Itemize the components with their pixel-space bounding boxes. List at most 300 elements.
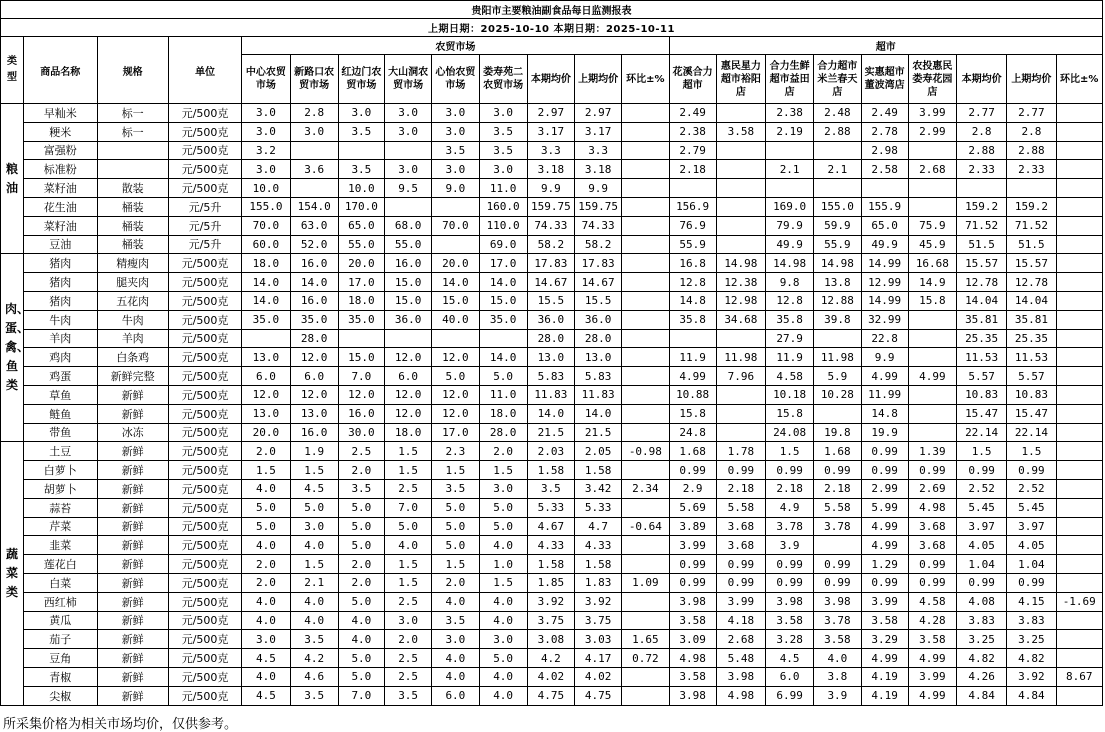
product-unit: 元/5升 bbox=[168, 235, 241, 254]
super-price-cell bbox=[908, 141, 956, 160]
super-price-cell: 2.49 bbox=[669, 104, 716, 123]
product-name: 粳米 bbox=[24, 122, 97, 141]
super-price-cell: 0.99 bbox=[814, 573, 861, 592]
product-unit: 元/500克 bbox=[168, 442, 241, 461]
table-row bbox=[1, 423, 1103, 442]
farm-price-cell: 69.0 bbox=[479, 235, 527, 254]
farm-price-cell: 3.6 bbox=[290, 160, 338, 179]
farm-change bbox=[622, 273, 669, 292]
super-price-cell: 2.18 bbox=[766, 479, 814, 498]
farm-price-cell: 15.0 bbox=[432, 291, 479, 310]
farm-price-cell: 55.0 bbox=[385, 235, 432, 254]
product-unit: 元/500克 bbox=[168, 273, 241, 292]
super-price-cell: 2.49 bbox=[861, 104, 908, 123]
product-spec: 新鲜 bbox=[97, 573, 168, 592]
farm-price-cell: 3.5 bbox=[338, 122, 384, 141]
super-price-cell: 0.99 bbox=[669, 555, 716, 574]
super-price-cell: 0.99 bbox=[766, 461, 814, 480]
product-unit: 元/500克 bbox=[168, 686, 241, 705]
farm-avg-now: 3.17 bbox=[527, 122, 574, 141]
super-price-cell: 0.99 bbox=[908, 461, 956, 480]
farm-avg-now: 14.0 bbox=[527, 404, 574, 423]
product-spec: 牛肉 bbox=[97, 310, 168, 329]
farm-avg-prev: 1.58 bbox=[575, 461, 622, 480]
farm-price-cell: 2.0 bbox=[479, 442, 527, 461]
farm-change bbox=[622, 254, 669, 273]
farm-avg-now: 9.9 bbox=[527, 179, 574, 198]
table-row bbox=[1, 479, 1103, 498]
super-price-cell: 0.99 bbox=[716, 555, 765, 574]
header-super-avg-prev: 上期均价 bbox=[1007, 55, 1056, 104]
farm-price-cell: 35.0 bbox=[479, 310, 527, 329]
farm-avg-prev: 1.83 bbox=[575, 573, 622, 592]
super-avg-now: 4.05 bbox=[957, 536, 1007, 555]
farm-price-cell bbox=[338, 141, 384, 160]
farm-price-cell: 36.0 bbox=[385, 310, 432, 329]
farm-change bbox=[622, 667, 669, 686]
super-change bbox=[1056, 385, 1102, 404]
farm-change bbox=[622, 310, 669, 329]
header-farm-market: 中心农贸市场 bbox=[242, 55, 290, 104]
super-price-cell: 12.98 bbox=[716, 291, 765, 310]
super-avg-prev: 159.2 bbox=[1007, 197, 1056, 216]
farm-price-cell: 14.0 bbox=[242, 273, 290, 292]
super-avg-now: 0.99 bbox=[957, 461, 1007, 480]
farm-price-cell: 5.0 bbox=[432, 367, 479, 386]
product-name: 羊肉 bbox=[24, 329, 97, 348]
super-price-cell bbox=[716, 385, 765, 404]
farm-price-cell: 4.0 bbox=[338, 630, 384, 649]
farm-change: -0.98 bbox=[622, 442, 669, 461]
product-spec: 新鲜 bbox=[97, 517, 168, 536]
super-price-cell: 2.78 bbox=[861, 122, 908, 141]
super-price-cell: 2.9 bbox=[669, 479, 716, 498]
product-name: 鸡蛋 bbox=[24, 367, 97, 386]
super-price-cell: 2.69 bbox=[908, 479, 956, 498]
farm-price-cell: 65.0 bbox=[338, 216, 384, 235]
product-spec: 新鲜完整 bbox=[97, 367, 168, 386]
farm-avg-now: 3.3 bbox=[527, 141, 574, 160]
product-spec: 新鲜 bbox=[97, 649, 168, 668]
farm-price-cell: 4.0 bbox=[479, 667, 527, 686]
farm-price-cell: 5.0 bbox=[338, 498, 384, 517]
super-change bbox=[1056, 573, 1102, 592]
farm-avg-now: 5.33 bbox=[527, 498, 574, 517]
product-name: 土豆 bbox=[24, 442, 97, 461]
product-name: 白菜 bbox=[24, 573, 97, 592]
product-spec: 标一 bbox=[97, 104, 168, 123]
super-price-cell: 3.29 bbox=[861, 630, 908, 649]
super-change bbox=[1056, 348, 1102, 367]
super-avg-prev: 10.83 bbox=[1007, 385, 1056, 404]
farm-price-cell: 7.0 bbox=[338, 686, 384, 705]
super-change bbox=[1056, 104, 1102, 123]
super-price-cell: 3.68 bbox=[716, 517, 765, 536]
super-price-cell bbox=[908, 348, 956, 367]
table-row bbox=[1, 592, 1103, 611]
product-name: 猪肉 bbox=[24, 291, 97, 310]
farm-avg-prev: 14.0 bbox=[575, 404, 622, 423]
table-row bbox=[1, 536, 1103, 555]
farm-price-cell: 52.0 bbox=[290, 235, 338, 254]
super-avg-now: 35.81 bbox=[957, 310, 1007, 329]
farm-price-cell: 4.0 bbox=[290, 536, 338, 555]
farm-price-cell: 12.0 bbox=[338, 385, 384, 404]
farm-avg-now: 3.75 bbox=[527, 611, 574, 630]
category-label: 肉、蛋、禽、鱼类 bbox=[1, 254, 24, 442]
super-price-cell: 27.9 bbox=[766, 329, 814, 348]
super-price-cell: 2.68 bbox=[908, 160, 956, 179]
super-price-cell: 4.98 bbox=[669, 649, 716, 668]
super-price-cell: 0.99 bbox=[669, 461, 716, 480]
product-name: 早籼米 bbox=[24, 104, 97, 123]
product-name: 蒜苔 bbox=[24, 498, 97, 517]
table-row bbox=[1, 273, 1103, 292]
farm-price-cell bbox=[290, 179, 338, 198]
product-name: 牛肉 bbox=[24, 310, 97, 329]
farm-price-cell: 4.0 bbox=[479, 611, 527, 630]
farm-price-cell: 14.0 bbox=[479, 348, 527, 367]
super-price-cell bbox=[908, 423, 956, 442]
super-price-cell: 4.99 bbox=[861, 517, 908, 536]
farm-avg-now: 1.58 bbox=[527, 461, 574, 480]
farm-change bbox=[622, 367, 669, 386]
super-price-cell: 2.68 bbox=[716, 630, 765, 649]
super-price-cell: 2.1 bbox=[814, 160, 861, 179]
farm-price-cell: 1.5 bbox=[385, 573, 432, 592]
super-avg-now: 1.5 bbox=[957, 442, 1007, 461]
super-price-cell: 6.99 bbox=[766, 686, 814, 705]
super-price-cell: 5.9 bbox=[814, 367, 861, 386]
super-avg-now: 2.8 bbox=[957, 122, 1007, 141]
farm-price-cell: 1.5 bbox=[290, 461, 338, 480]
farm-change bbox=[622, 197, 669, 216]
super-price-cell bbox=[908, 179, 956, 198]
farm-change bbox=[622, 235, 669, 254]
farm-price-cell bbox=[432, 197, 479, 216]
farm-price-cell: 55.0 bbox=[338, 235, 384, 254]
product-unit: 元/500克 bbox=[168, 291, 241, 310]
table-row bbox=[1, 310, 1103, 329]
super-price-cell bbox=[716, 160, 765, 179]
farm-change: 1.09 bbox=[622, 573, 669, 592]
super-price-cell: 3.58 bbox=[669, 611, 716, 630]
super-change bbox=[1056, 404, 1102, 423]
super-change bbox=[1056, 310, 1102, 329]
farm-price-cell: 1.5 bbox=[385, 555, 432, 574]
farm-avg-prev: 11.83 bbox=[575, 385, 622, 404]
super-price-cell: 4.9 bbox=[766, 498, 814, 517]
farm-avg-now: 4.33 bbox=[527, 536, 574, 555]
header-spec: 规格 bbox=[97, 37, 168, 104]
super-avg-prev bbox=[1007, 179, 1056, 198]
farm-change bbox=[622, 611, 669, 630]
super-avg-now: 10.83 bbox=[957, 385, 1007, 404]
farm-avg-now: 21.5 bbox=[527, 423, 574, 442]
super-avg-prev: 5.57 bbox=[1007, 367, 1056, 386]
super-avg-prev: 5.45 bbox=[1007, 498, 1056, 517]
super-avg-now: 0.99 bbox=[957, 573, 1007, 592]
super-price-cell: 4.58 bbox=[908, 592, 956, 611]
super-change bbox=[1056, 329, 1102, 348]
table-row bbox=[1, 179, 1103, 198]
super-price-cell: 13.8 bbox=[814, 273, 861, 292]
super-price-cell: 2.48 bbox=[814, 104, 861, 123]
super-price-cell: 1.68 bbox=[814, 442, 861, 461]
super-price-cell: 3.58 bbox=[814, 630, 861, 649]
product-name: 鲢鱼 bbox=[24, 404, 97, 423]
farm-price-cell: 3.2 bbox=[242, 141, 290, 160]
super-price-cell: 3.8 bbox=[814, 667, 861, 686]
super-avg-prev: 14.04 bbox=[1007, 291, 1056, 310]
product-spec: 新鲜 bbox=[97, 404, 168, 423]
super-price-cell: 3.58 bbox=[669, 667, 716, 686]
farm-price-cell: 60.0 bbox=[242, 235, 290, 254]
super-change bbox=[1056, 611, 1102, 630]
farm-price-cell: 35.0 bbox=[338, 310, 384, 329]
super-avg-now: 14.04 bbox=[957, 291, 1007, 310]
farm-price-cell: 4.0 bbox=[432, 649, 479, 668]
super-price-cell: 1.29 bbox=[861, 555, 908, 574]
product-name: 草鱼 bbox=[24, 385, 97, 404]
super-avg-now: 4.08 bbox=[957, 592, 1007, 611]
farm-price-cell: 1.9 bbox=[290, 442, 338, 461]
farm-price-cell bbox=[479, 329, 527, 348]
super-avg-now: 2.33 bbox=[957, 160, 1007, 179]
table-row bbox=[1, 517, 1103, 536]
farm-price-cell: 6.0 bbox=[432, 686, 479, 705]
table-row bbox=[1, 197, 1103, 216]
farm-price-cell: 3.5 bbox=[432, 141, 479, 160]
super-price-cell: 3.58 bbox=[716, 122, 765, 141]
farm-price-cell: 2.0 bbox=[242, 442, 290, 461]
farm-price-cell: 15.0 bbox=[479, 291, 527, 310]
super-price-cell: 3.09 bbox=[669, 630, 716, 649]
product-spec: 桶装 bbox=[97, 197, 168, 216]
super-price-cell: 24.8 bbox=[669, 423, 716, 442]
product-name: 鸡肉 bbox=[24, 348, 97, 367]
farm-price-cell: 63.0 bbox=[290, 216, 338, 235]
product-spec: 白条鸡 bbox=[97, 348, 168, 367]
table-row bbox=[1, 141, 1103, 160]
farm-price-cell: 160.0 bbox=[479, 197, 527, 216]
header-type: 类型 bbox=[1, 37, 24, 104]
farm-price-cell: 155.0 bbox=[242, 197, 290, 216]
farm-price-cell: 3.0 bbox=[242, 104, 290, 123]
farm-price-cell: 3.0 bbox=[385, 160, 432, 179]
super-price-cell: 3.99 bbox=[669, 536, 716, 555]
farm-avg-now: 4.75 bbox=[527, 686, 574, 705]
table-row bbox=[1, 573, 1103, 592]
super-price-cell: 12.88 bbox=[814, 291, 861, 310]
farm-price-cell: 4.0 bbox=[385, 536, 432, 555]
farm-avg-now: 17.83 bbox=[527, 254, 574, 273]
super-change bbox=[1056, 291, 1102, 310]
product-name: 胡萝卜 bbox=[24, 479, 97, 498]
footer-note: 所采集价格为相关市场均价，仅供参考。 bbox=[3, 717, 238, 732]
table-row bbox=[1, 122, 1103, 141]
farm-price-cell: 12.0 bbox=[385, 348, 432, 367]
product-unit: 元/500克 bbox=[168, 367, 241, 386]
farm-price-cell: 4.5 bbox=[242, 649, 290, 668]
super-avg-now: 3.97 bbox=[957, 517, 1007, 536]
product-unit: 元/500克 bbox=[168, 179, 241, 198]
super-price-cell: 3.98 bbox=[766, 592, 814, 611]
super-price-cell: 12.8 bbox=[669, 273, 716, 292]
super-price-cell: 2.58 bbox=[861, 160, 908, 179]
product-unit: 元/500克 bbox=[168, 122, 241, 141]
farm-price-cell: 3.0 bbox=[385, 122, 432, 141]
super-price-cell bbox=[716, 404, 765, 423]
farm-avg-prev: 2.05 bbox=[575, 442, 622, 461]
product-name: 芹菜 bbox=[24, 517, 97, 536]
product-spec: 新鲜 bbox=[97, 442, 168, 461]
farm-change bbox=[622, 160, 669, 179]
farm-price-cell: 12.0 bbox=[242, 385, 290, 404]
farm-price-cell: 1.5 bbox=[385, 442, 432, 461]
farm-price-cell: 3.5 bbox=[338, 160, 384, 179]
super-price-cell: 32.99 bbox=[861, 310, 908, 329]
product-spec bbox=[97, 160, 168, 179]
farm-price-cell: 4.0 bbox=[242, 479, 290, 498]
product-unit: 元/500克 bbox=[168, 592, 241, 611]
farm-price-cell: 3.5 bbox=[385, 686, 432, 705]
farm-price-cell: 20.0 bbox=[432, 254, 479, 273]
product-name: 菜籽油 bbox=[24, 216, 97, 235]
farm-price-cell: 3.5 bbox=[432, 479, 479, 498]
super-avg-now: 4.84 bbox=[957, 686, 1007, 705]
farm-price-cell: 3.0 bbox=[290, 122, 338, 141]
farm-price-cell: 12.0 bbox=[432, 348, 479, 367]
farm-avg-now: 4.2 bbox=[527, 649, 574, 668]
super-change bbox=[1056, 254, 1102, 273]
super-avg-now bbox=[957, 179, 1007, 198]
product-spec: 新鲜 bbox=[97, 630, 168, 649]
super-price-cell: 4.18 bbox=[716, 611, 765, 630]
farm-price-cell: 3.5 bbox=[479, 122, 527, 141]
super-price-cell bbox=[716, 235, 765, 254]
product-unit: 元/500克 bbox=[168, 611, 241, 630]
super-price-cell: 2.99 bbox=[908, 122, 956, 141]
farm-price-cell: 17.0 bbox=[479, 254, 527, 273]
farm-price-cell: 15.0 bbox=[385, 291, 432, 310]
farm-avg-prev: 3.03 bbox=[575, 630, 622, 649]
super-avg-now: 22.14 bbox=[957, 423, 1007, 442]
farm-price-cell: 17.0 bbox=[338, 273, 384, 292]
super-price-cell: 16.68 bbox=[908, 254, 956, 273]
farm-price-cell: 3.5 bbox=[432, 611, 479, 630]
header-super-market: 农投惠民娄寿花园店 bbox=[908, 55, 956, 104]
super-avg-now: 3.25 bbox=[957, 630, 1007, 649]
product-unit: 元/500克 bbox=[168, 517, 241, 536]
farm-price-cell: 4.0 bbox=[242, 611, 290, 630]
farm-price-cell: 4.0 bbox=[479, 592, 527, 611]
farm-avg-prev: 4.75 bbox=[575, 686, 622, 705]
farm-price-cell: 3.0 bbox=[479, 104, 527, 123]
farm-change bbox=[622, 216, 669, 235]
product-name: 富强粉 bbox=[24, 141, 97, 160]
farm-change bbox=[622, 329, 669, 348]
product-name: 黄瓜 bbox=[24, 611, 97, 630]
super-avg-prev: 2.77 bbox=[1007, 104, 1056, 123]
super-avg-prev: 15.57 bbox=[1007, 254, 1056, 273]
product-spec: 新鲜 bbox=[97, 555, 168, 574]
super-avg-prev: 15.47 bbox=[1007, 404, 1056, 423]
farm-change bbox=[622, 555, 669, 574]
super-price-cell: 49.9 bbox=[766, 235, 814, 254]
farm-change bbox=[622, 592, 669, 611]
farm-price-cell: 70.0 bbox=[242, 216, 290, 235]
header-farm-market: 红边门农贸市场 bbox=[338, 55, 384, 104]
farm-price-cell: 2.0 bbox=[338, 573, 384, 592]
farm-price-cell: 2.5 bbox=[385, 649, 432, 668]
farm-avg-prev: 4.02 bbox=[575, 667, 622, 686]
super-price-cell: 14.99 bbox=[861, 291, 908, 310]
super-change bbox=[1056, 179, 1102, 198]
product-spec: 新鲜 bbox=[97, 592, 168, 611]
super-avg-prev: 2.52 bbox=[1007, 479, 1056, 498]
header-farm-avg-prev: 上期均价 bbox=[575, 55, 622, 104]
farm-change bbox=[622, 404, 669, 423]
farm-avg-now: 15.5 bbox=[527, 291, 574, 310]
super-price-cell bbox=[716, 141, 765, 160]
product-spec: 标一 bbox=[97, 122, 168, 141]
super-avg-prev: 71.52 bbox=[1007, 216, 1056, 235]
super-price-cell: 65.0 bbox=[861, 216, 908, 235]
super-change bbox=[1056, 498, 1102, 517]
super-price-cell: 75.9 bbox=[908, 216, 956, 235]
super-avg-now: 51.5 bbox=[957, 235, 1007, 254]
super-change bbox=[1056, 122, 1102, 141]
super-avg-prev: 4.15 bbox=[1007, 592, 1056, 611]
header-name: 商品名称 bbox=[24, 37, 97, 104]
super-price-cell: 14.99 bbox=[861, 254, 908, 273]
farm-avg-prev: 3.42 bbox=[575, 479, 622, 498]
farm-price-cell: 170.0 bbox=[338, 197, 384, 216]
super-price-cell: 35.8 bbox=[669, 310, 716, 329]
farm-avg-now: 5.83 bbox=[527, 367, 574, 386]
super-price-cell: 3.58 bbox=[766, 611, 814, 630]
farm-avg-prev: 3.92 bbox=[575, 592, 622, 611]
farm-change bbox=[622, 179, 669, 198]
product-spec: 新鲜 bbox=[97, 536, 168, 555]
product-unit: 元/500克 bbox=[168, 160, 241, 179]
farm-price-cell: 2.8 bbox=[290, 104, 338, 123]
farm-price-cell: 2.0 bbox=[242, 555, 290, 574]
farm-price-cell: 2.0 bbox=[385, 630, 432, 649]
farm-change: 2.34 bbox=[622, 479, 669, 498]
farm-avg-now: 74.33 bbox=[527, 216, 574, 235]
super-change bbox=[1056, 686, 1102, 705]
farm-price-cell bbox=[385, 141, 432, 160]
super-price-cell: 24.08 bbox=[766, 423, 814, 442]
super-avg-now: 2.52 bbox=[957, 479, 1007, 498]
product-unit: 元/500克 bbox=[168, 329, 241, 348]
super-price-cell: 2.38 bbox=[669, 122, 716, 141]
super-price-cell: 4.99 bbox=[861, 649, 908, 668]
farm-price-cell: 2.0 bbox=[338, 461, 384, 480]
farm-price-cell: 68.0 bbox=[385, 216, 432, 235]
farm-price-cell: 4.0 bbox=[338, 611, 384, 630]
super-change bbox=[1056, 216, 1102, 235]
farm-change bbox=[622, 348, 669, 367]
product-unit: 元/500克 bbox=[168, 461, 241, 480]
farm-avg-prev: 17.83 bbox=[575, 254, 622, 273]
farm-price-cell: 30.0 bbox=[338, 423, 384, 442]
farm-price-cell: 12.0 bbox=[290, 385, 338, 404]
farm-price-cell: 5.0 bbox=[338, 592, 384, 611]
super-price-cell bbox=[716, 197, 765, 216]
